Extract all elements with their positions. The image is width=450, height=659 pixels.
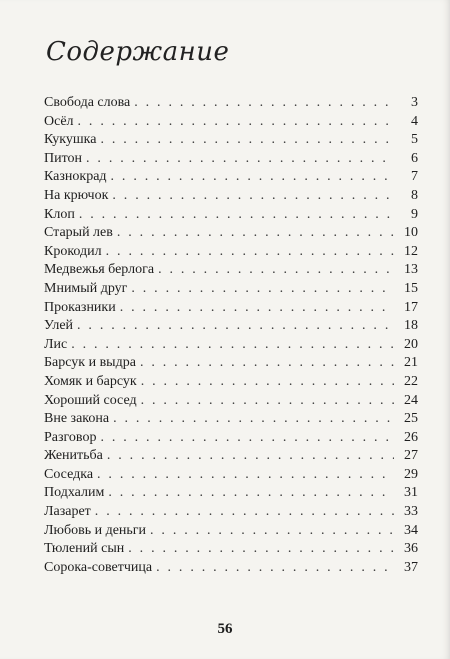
dot-leader (100, 131, 394, 150)
toc-entry (44, 354, 418, 373)
toc-entry-page: 17 (404, 299, 418, 315)
toc-entry-page: 7 (411, 169, 418, 185)
dot-leader (113, 410, 394, 429)
toc-entry (44, 503, 418, 522)
table-of-contents (44, 94, 418, 577)
toc-entry (44, 150, 418, 169)
toc-entry (44, 466, 418, 485)
toc-entry-title: Питон (44, 150, 83, 166)
toc-entry-title: Лис (44, 336, 68, 352)
toc-entry-title: Проказники (44, 299, 116, 315)
dot-leader (79, 206, 394, 225)
toc-entry-title: Улей (44, 318, 74, 334)
toc-entry-page: 12 (404, 243, 418, 259)
toc-entry-page: 15 (404, 280, 418, 296)
dot-leader (134, 94, 394, 113)
toc-entry (44, 113, 418, 132)
toc-entry-title: Любовь и деньги (44, 522, 147, 538)
toc-entry-page: 24 (404, 392, 418, 408)
toc-entry (44, 187, 418, 206)
toc-entry-title: Барсук и выдра (44, 355, 136, 371)
toc-entry-page: 34 (404, 522, 418, 538)
dot-leader (77, 317, 394, 336)
dot-leader (158, 261, 394, 280)
toc-entry (44, 373, 418, 392)
dot-leader (141, 373, 394, 392)
dot-leader (78, 113, 394, 132)
toc-entry (44, 280, 418, 299)
dot-leader (95, 503, 394, 522)
toc-entry (44, 540, 418, 559)
toc-entry-title: Старый лев (44, 225, 113, 241)
toc-entry-page: 9 (411, 206, 418, 222)
toc-entry (44, 392, 418, 411)
toc-entry-title: Хороший сосед (44, 392, 137, 408)
toc-entry-title: Медвежья берлога (44, 262, 155, 278)
dot-leader (131, 280, 394, 299)
toc-entry-page: 29 (404, 466, 418, 482)
toc-entry-page: 37 (404, 559, 418, 575)
toc-entry-title: Кукушка (44, 132, 97, 148)
toc-entry-title: Соседка (44, 466, 94, 482)
dot-leader (100, 429, 394, 448)
toc-entry-title: Крокодил (44, 243, 102, 259)
toc-entry (44, 447, 418, 466)
dot-leader (156, 559, 394, 578)
toc-entry (44, 206, 418, 225)
toc-entry (44, 243, 418, 262)
toc-entry (44, 317, 418, 336)
toc-entry-title: Клоп (44, 206, 75, 222)
toc-entry-page: 36 (404, 541, 418, 557)
toc-entry-page: 10 (404, 225, 418, 241)
toc-entry (44, 94, 418, 113)
toc-entry-title: Женитьба (44, 448, 103, 464)
toc-entry-title: Вне закона (44, 411, 110, 427)
toc-entry-title: Осёл (44, 113, 74, 129)
toc-entry-page: 21 (404, 355, 418, 371)
toc-entry-page: 5 (411, 132, 418, 148)
toc-entry (44, 522, 418, 541)
dot-leader (128, 540, 394, 559)
dot-leader (86, 150, 394, 169)
toc-entry-page: 22 (404, 373, 418, 389)
toc-entry-title: Разговор (44, 429, 97, 445)
dot-leader (112, 187, 394, 206)
toc-entry-page: 3 (411, 95, 418, 110)
toc-entry-title: Подхалим (44, 485, 105, 501)
toc-entry (44, 336, 418, 355)
toc-entry-page: 18 (404, 318, 418, 334)
toc-entry-title: Сорока-советчица (44, 559, 153, 575)
toc-entry-page: 27 (404, 448, 418, 464)
toc-entry (44, 131, 418, 150)
dot-leader (141, 392, 394, 411)
dot-leader (71, 336, 394, 355)
dot-leader (117, 224, 394, 243)
toc-entry (44, 261, 418, 280)
toc-entry (44, 484, 418, 503)
toc-entry-title: Мнимый друг (44, 280, 128, 296)
dot-leader (108, 484, 394, 503)
toc-entry-page: 25 (404, 411, 418, 427)
toc-entry-title: Свобода слова (44, 95, 131, 110)
toc-entry-title: Казнокрад (44, 169, 107, 185)
toc-entry (44, 559, 418, 578)
contents-heading: Содержание (46, 37, 230, 67)
toc-entry-title: Лазарет (44, 504, 91, 520)
toc-entry (44, 410, 418, 429)
dot-leader (107, 447, 394, 466)
toc-entry-title: На крючок (44, 187, 109, 203)
toc-entry (44, 224, 418, 243)
toc-entry-page: 8 (411, 187, 418, 203)
toc-entry-page: 26 (404, 429, 418, 445)
toc-entry-page: 33 (404, 504, 418, 520)
toc-entry-page: 13 (404, 262, 418, 278)
toc-entry (44, 168, 418, 187)
dot-leader (140, 354, 394, 373)
dot-leader (150, 522, 394, 541)
dot-leader (120, 299, 394, 318)
page-number: 56 (217, 621, 233, 637)
dot-leader (111, 168, 394, 187)
dot-leader (106, 243, 394, 262)
toc-entry-title: Хомяк и барсук (44, 373, 137, 389)
dot-leader (97, 466, 394, 485)
toc-entry-page: 4 (411, 113, 418, 129)
toc-entry (44, 299, 418, 318)
toc-entry (44, 429, 418, 448)
toc-entry-page: 6 (411, 150, 418, 166)
toc-entry-title: Тюлений сын (44, 541, 125, 557)
toc-entry-page: 20 (404, 336, 418, 352)
toc-entry-page: 31 (404, 485, 418, 501)
